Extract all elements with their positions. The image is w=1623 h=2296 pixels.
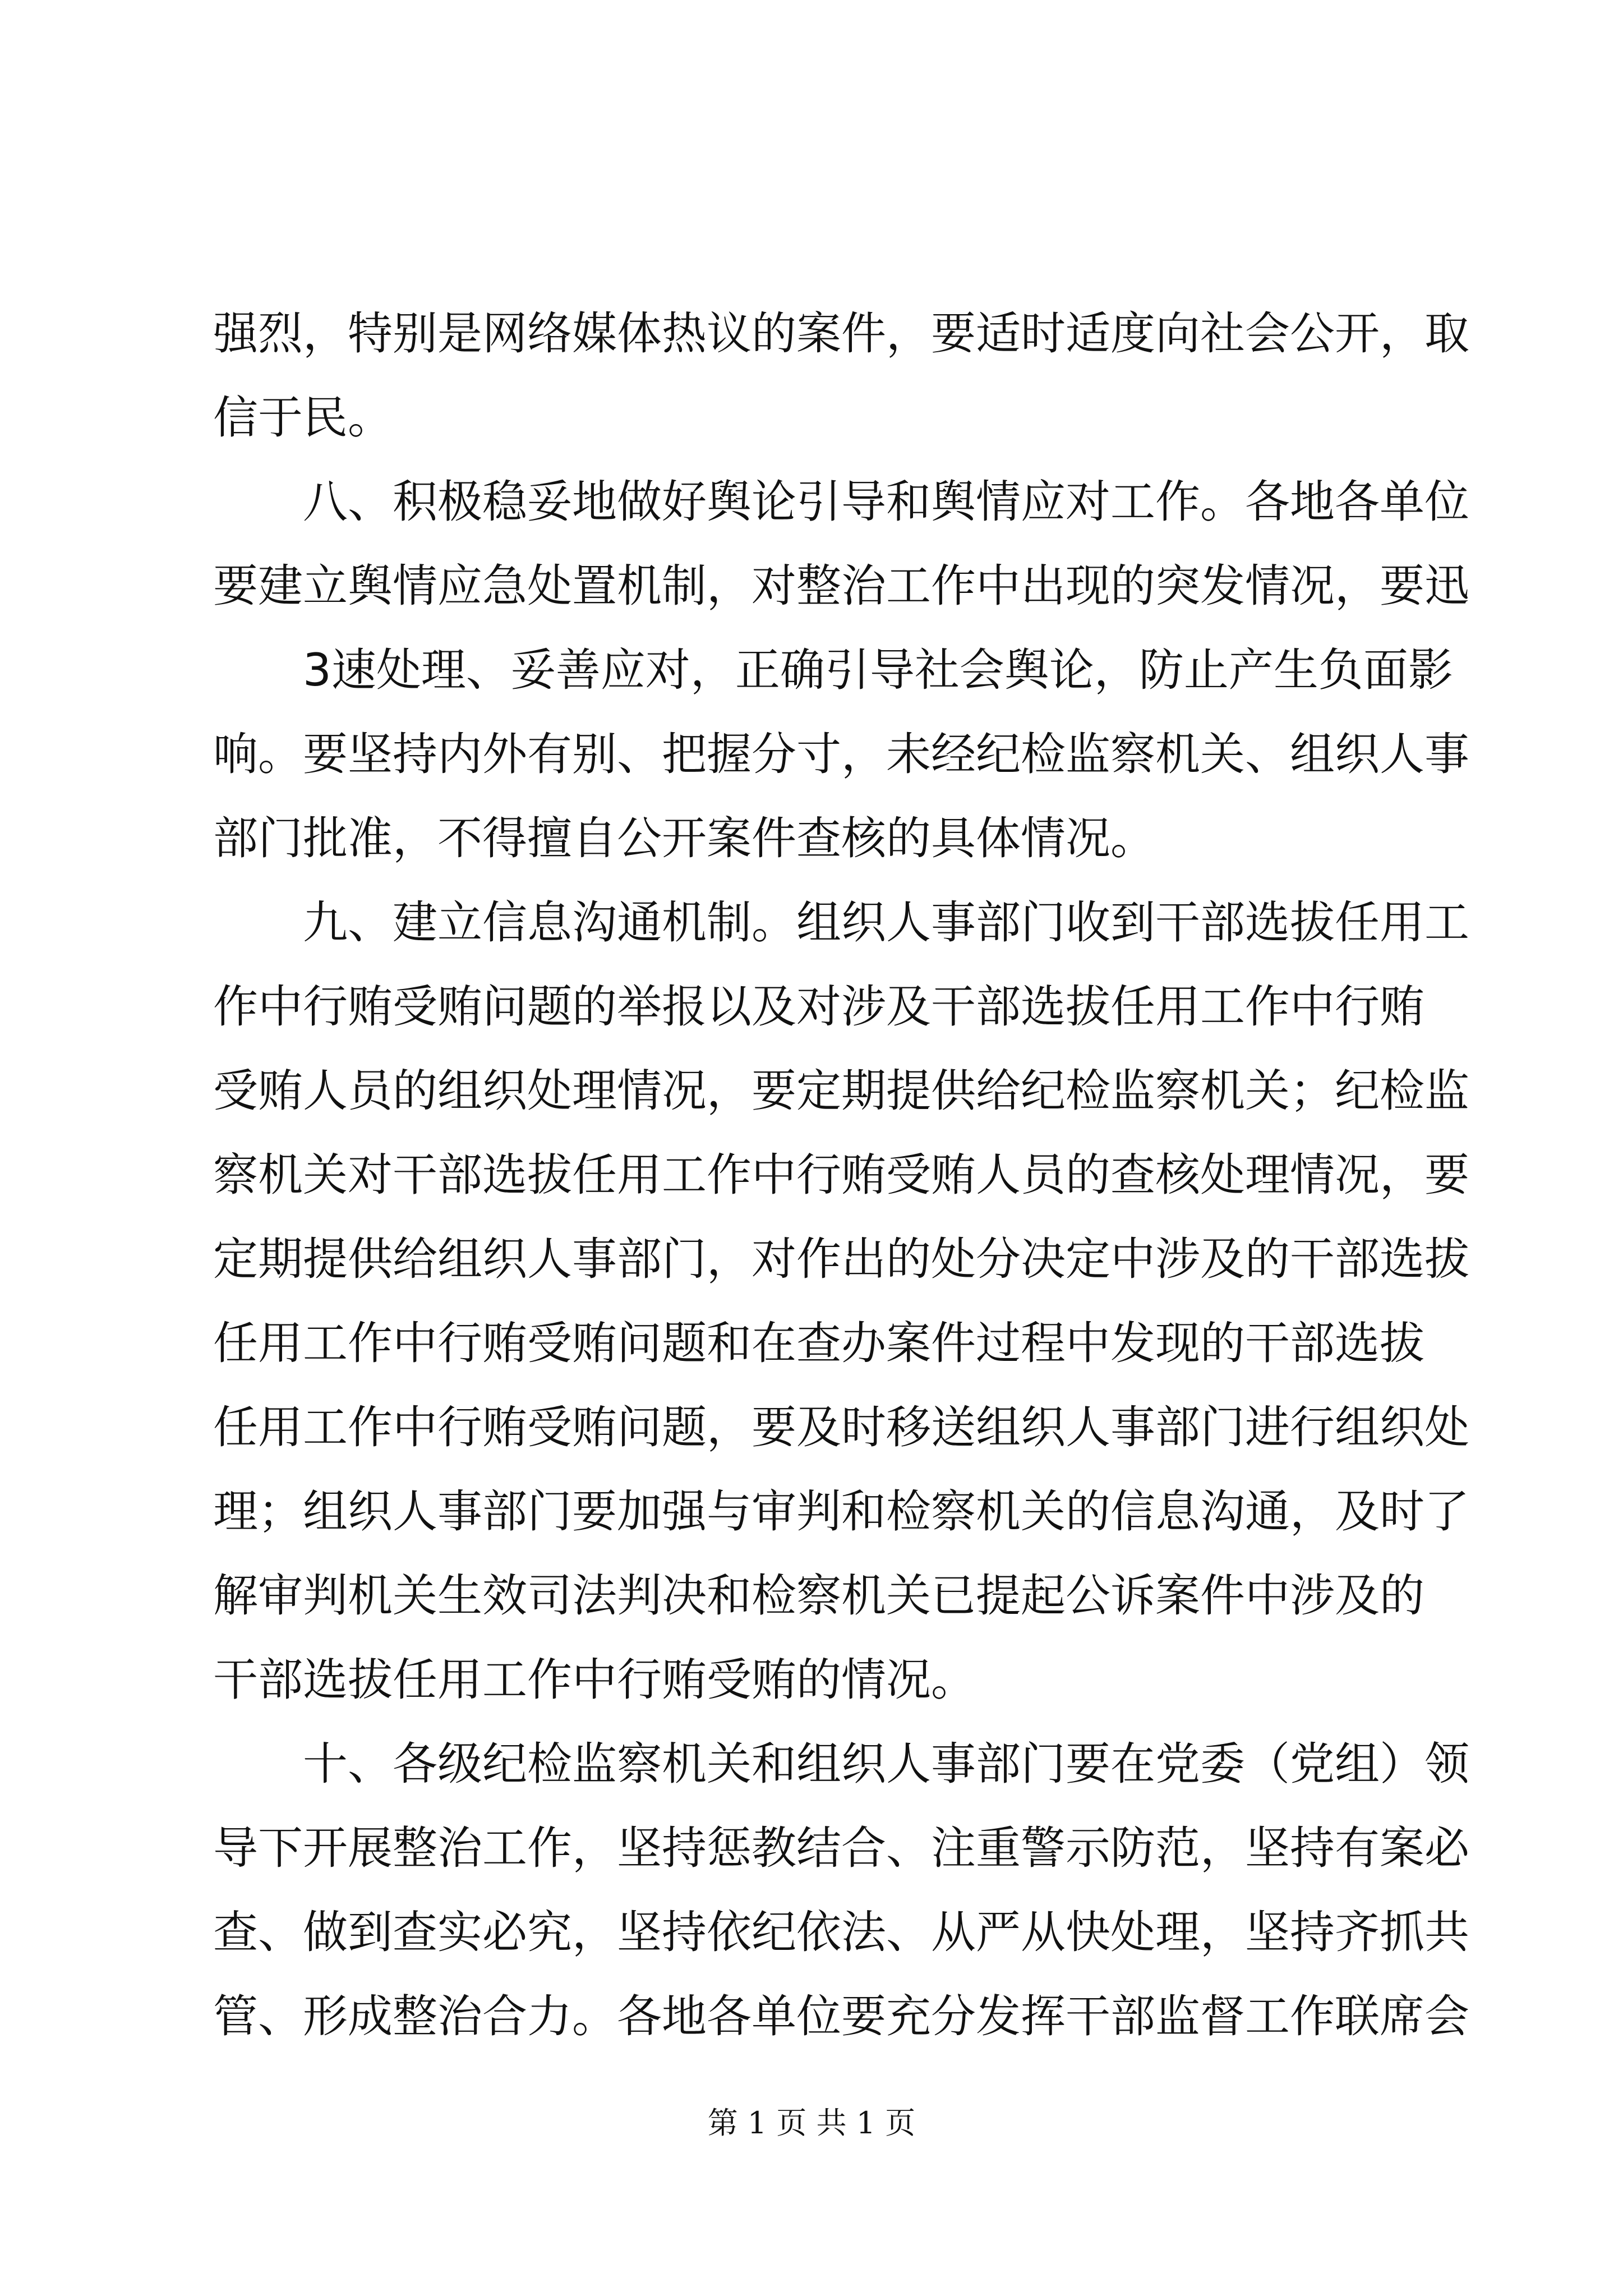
text-line: 部门批准，不得擅自公开案件查核的具体情况。: [213, 812, 1155, 864]
text-line: 任用工作中行贿受贿问题和在查办案件过程中发现的干部选拔: [213, 1317, 1424, 1369]
text-line: 察机关对干部选拔任用工作中行贿受贿人员的查核处理情况，要: [213, 1149, 1469, 1201]
text-line: 3速处理、妥善应对，正确引导社会舆论，防止产生负面影: [303, 644, 1453, 696]
paragraph-start-line: 九、建立信息沟通机制。组织人事部门收到干部选拔任用工: [303, 896, 1469, 949]
text-line: 解审判机关生效司法判决和检察机关已提起公诉案件中涉及的: [213, 1570, 1424, 1622]
text-line: 查、做到查实必究，坚持依纪依法、从严从快处理，坚持齐抓共: [213, 1906, 1469, 1958]
text-line: 受贿人员的组织处理情况，要定期提供给纪检监察机关；纪检监: [213, 1065, 1469, 1117]
text-line: 强烈，特别是网络媒体热议的案件，要适时适度向社会公开，取: [213, 307, 1469, 360]
text-line: 作中行贿受贿问题的举报以及对涉及干部选拔任用工作中行贿: [213, 981, 1424, 1033]
text-line: 干部选拔任用工作中行贿受贿的情况。: [213, 1654, 976, 1706]
paragraph-start-line: 十、各级纪检监察机关和组织人事部门要在党委（党组）领: [303, 1738, 1469, 1790]
page-number-footer: 第 1 页 共 1 页: [707, 2105, 916, 2141]
text-line: 响。要坚持内外有别、把握分寸，未经纪检监察机关、组织人事: [213, 728, 1469, 780]
text-line: 理；组织人事部门要加强与审判和检察机关的信息沟通，及时了: [213, 1485, 1469, 1538]
text-line: 要建立舆情应急处置机制，对整治工作中出现的突发情况，要迅: [213, 560, 1469, 612]
text-line: 定期提供给组织人事部门，对作出的处分决定中涉及的干部选拔: [213, 1233, 1469, 1285]
text-line: 任用工作中行贿受贿问题，要及时移送组织人事部门进行组织处: [213, 1401, 1469, 1453]
text-line: 管、形成整治合力。各地各单位要充分发挥干部监督工作联席会: [213, 1990, 1469, 2042]
text-line: 信于民。: [213, 392, 393, 444]
paragraph-start-line: 八、积极稳妥地做好舆论引导和舆情应对工作。各地各单位: [303, 476, 1469, 528]
text-line: 导下开展整治工作，坚持惩教结合、注重警示防范，坚持有案必: [213, 1822, 1469, 1874]
